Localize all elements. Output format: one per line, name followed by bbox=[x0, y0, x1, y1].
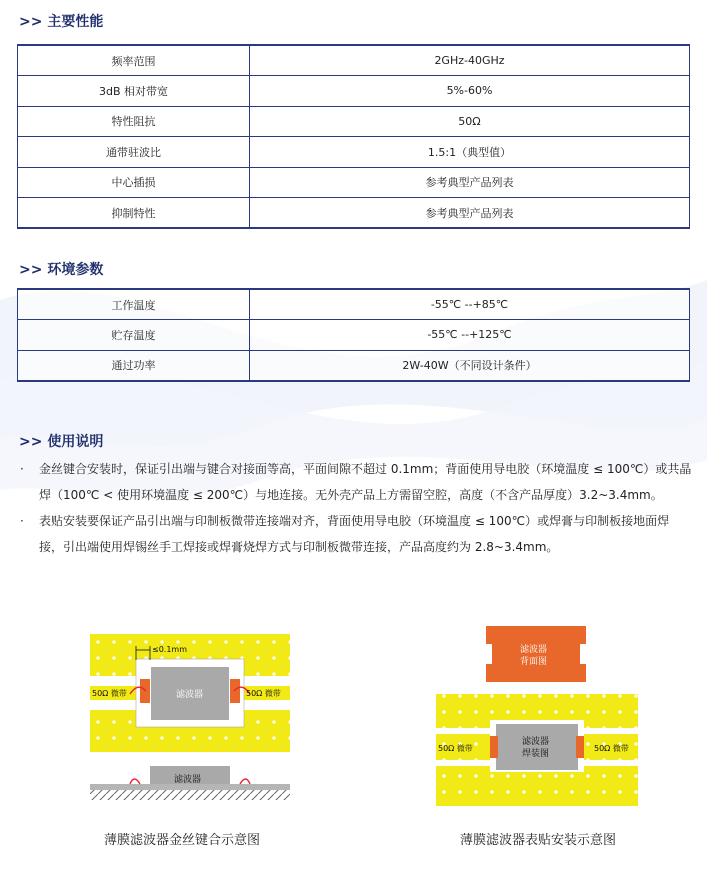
bullet: · bbox=[20, 514, 24, 528]
smt-diagram bbox=[436, 624, 638, 806]
table-row bbox=[18, 76, 690, 107]
value-cell: 2GHz-40GHz bbox=[250, 45, 690, 76]
caption-smt: 薄膜滤波器表贴安装示意图 bbox=[460, 833, 617, 848]
value-cell: 5%-60% bbox=[250, 76, 690, 107]
side-filter-label: 滤波器 bbox=[174, 775, 202, 785]
list-item bbox=[17, 456, 692, 508]
value-cell: -55℃ --+125℃ bbox=[250, 320, 690, 351]
weld-filter-chip bbox=[496, 724, 578, 770]
value-cell: 2W-40W（不同设计条件） bbox=[250, 350, 690, 381]
section-title-usage: >> 使用说明 bbox=[19, 434, 104, 450]
value-cell: 参考典型产品列表 bbox=[250, 198, 690, 229]
pad-right bbox=[230, 679, 240, 703]
param-cell: 中心插损 bbox=[18, 167, 250, 198]
weld-label-2: 焊装图 bbox=[522, 749, 550, 759]
param-cell: 贮存温度 bbox=[18, 320, 250, 351]
back-label-1: 滤波器 bbox=[520, 645, 548, 655]
wire-bond-diagram bbox=[90, 634, 290, 812]
table-row bbox=[18, 198, 690, 229]
table-row bbox=[18, 45, 690, 76]
value-cell: 50Ω bbox=[250, 106, 690, 137]
table-row bbox=[18, 320, 690, 351]
pad-left bbox=[140, 679, 150, 703]
strip-left-label: 50Ω 微带 bbox=[92, 689, 127, 698]
param-cell: 工作温度 bbox=[18, 289, 250, 320]
strip-right-label: 50Ω 微带 bbox=[246, 689, 281, 698]
param-cell: 抑制特性 bbox=[18, 198, 250, 229]
weld-label-1: 滤波器 bbox=[522, 737, 550, 747]
usage-list bbox=[17, 456, 692, 560]
main-spec-table bbox=[17, 44, 690, 229]
value-cell: -55℃ --+85℃ bbox=[250, 289, 690, 320]
param-cell: 特性阻抗 bbox=[18, 106, 250, 137]
weld-pad-left bbox=[490, 736, 498, 758]
param-cell: 3dB 相对带宽 bbox=[18, 76, 250, 107]
table-row bbox=[18, 137, 690, 168]
param-cell: 通过功率 bbox=[18, 350, 250, 381]
weld-pad-right bbox=[576, 736, 584, 758]
table-row bbox=[18, 350, 690, 381]
section-title-main: >> 主要性能 bbox=[19, 14, 104, 30]
env-spec-table bbox=[17, 288, 690, 382]
gap-label: ≤0.1mm bbox=[152, 645, 188, 654]
ground-hatch bbox=[90, 790, 290, 800]
param-cell: 频率范围 bbox=[18, 45, 250, 76]
value-cell: 参考典型产品列表 bbox=[250, 167, 690, 198]
usage-text: 金丝键合安装时，保证引出端与键合对接面等高，平面间隙不超过 0.1mm；背面使用导电胶（环境温度 ≤ 100℃）或共晶焊（100℃ < 使用环境温度 ≤ 200℃）与地连接。无外壳产品上方需留空腔，高度（不含产品厚度）3.2~3.4mm。 bbox=[39, 462, 692, 502]
caption-wire-bond: 薄膜滤波器金丝键合示意图 bbox=[104, 833, 261, 848]
back-label-2: 背面图 bbox=[520, 657, 548, 667]
usage-text: 表贴安装要保证产品引出端与印制板微带连接端对齐，背面使用导电胶（环境温度 ≤ 100℃）或焊膏与印制板接地面焊接，引出端使用焊锡丝手工焊接或焊膏烧焊方式与印制板微带连接，产品高度约为 2.8~3.4mm。 bbox=[39, 514, 670, 554]
table-row bbox=[18, 289, 690, 320]
table-row bbox=[18, 167, 690, 198]
param-cell: 通带驻波比 bbox=[18, 137, 250, 168]
section-title-env: >> 环境参数 bbox=[19, 262, 104, 278]
strip-right-label-r: 50Ω 微带 bbox=[594, 744, 629, 753]
list-item bbox=[17, 508, 692, 560]
filter-label: 滤波器 bbox=[176, 690, 204, 700]
bullet: · bbox=[20, 462, 24, 476]
strip-left-label-r: 50Ω 微带 bbox=[438, 744, 473, 753]
value-cell: 1.5:1（典型值） bbox=[250, 137, 690, 168]
table-row bbox=[18, 106, 690, 137]
